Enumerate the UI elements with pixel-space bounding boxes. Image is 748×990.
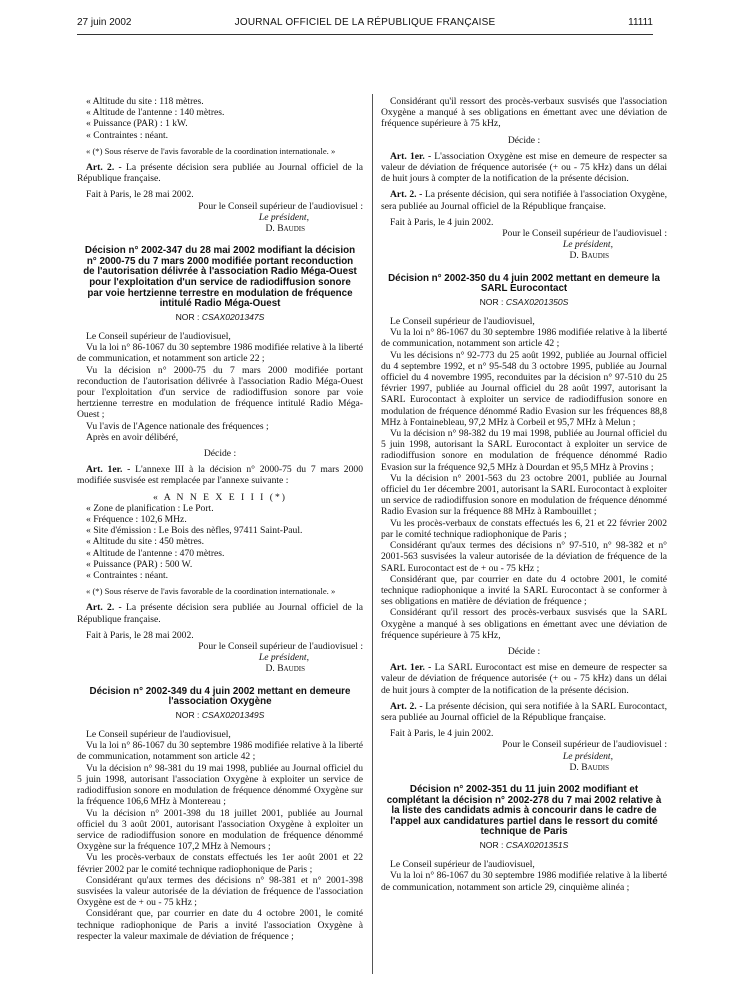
article-label: Art. 2. -	[390, 700, 423, 712]
decision-title: Décision n° 2002-349 du 4 juin 2002 mettant en demeure l'association Oxygène	[89, 685, 351, 708]
decision-title: Décision n° 2002-351 du 11 juin 2002 modifiant et complétant la décision n° 2002-278 du 7 mai 2002 relative à la liste des candidats admis à concourir dans le cadre de l'appel aux candidatures partiel dans le ressort du comité technique de Paris	[386, 783, 662, 838]
list-item: « Site d'émission : Le Bois des nèfles, 97411 Saint-Paul.	[86, 525, 303, 537]
nor-label: NOR :	[175, 709, 202, 720]
nor-label: NOR :	[479, 839, 506, 850]
signature-title: Le président,	[258, 652, 309, 664]
decision-title: Décision n° 2002-347 du 28 mai 2002 modifiant la décision n° 2000-75 du 7 mars 2000 modifiée portant reconduction de l'autorisation délivrée à l'association Radio Méga-Ouest pour l'exploitation d'un service de radiodiffusion sonore par voie hertzienne terrestre en modulation de fréquence intitulé Radio Méga-Ouest	[83, 245, 357, 310]
paragraph: Considérant qu'aux termes des décisions n° 98-381 et n° 2001-398 susvisées la valeur autorisée de la déviation de fréquence de l'association Oxygène est de + ou - 75 kHz ;	[77, 874, 363, 909]
paragraph: Considérant qu'aux termes des décisions n° 97-510, n° 98-382 et n° 2001-563 susvisées la valeur autorisée de la déviation de fréquence de la SARL Eurocontact est de + ou - 75 kHz ;	[381, 540, 667, 574]
signature-title: Le président,	[258, 211, 309, 223]
article-label: Art. 2. -	[86, 162, 122, 174]
paragraph: Considérant qu'il ressort des procès-verbaux susvisés que l'association Oxygène a manqué à ses obligations en émettant avec une déviation de fréquence supérieure à 75 kHz,	[381, 96, 667, 130]
signature-for: Pour le Conseil supérieur de l'audiovisuel :	[198, 200, 363, 212]
page-header	[77, 17, 653, 31]
paragraph: Vu la décision n° 2001-398 du 18 juillet 2001, publiée au Journal officiel du 3 août 2001, autorisant l'association Oxygène à exploiter un service de radiodiffusion sonore en modulation de fréquence dénommé Oxygène sur la fréquence 107,2 MHz à Nemours ;	[77, 807, 363, 853]
paragraph: Considérant que, par courrier en date du 4 octobre 2001, le comité technique radiophonique de Paris a invité l'association Oxygène à respecter la valeur maximale de déviation de fréquence ;	[77, 908, 363, 942]
signature-date: Fait à Paris, le 4 juin 2002.	[390, 728, 494, 740]
nor-label: NOR :	[175, 311, 202, 322]
article-text: La SARL Eurocontact est mise en demeure de respecter sa valeur de déviation de fréquence autorisée (+ ou - 75 kHz) dans un délai de huit jours à compter de la notification de la présente décision.	[381, 662, 667, 696]
article-label: Art. 1er. -	[390, 150, 432, 162]
paragraph: Vu les procès-verbaux de constats effectués les 1er août 2001 et 22 février 2002 par le comité technique radiophonique de Paris ;	[77, 852, 363, 875]
nor-code: CSAX0201351S	[505, 839, 569, 850]
column-divider	[372, 94, 373, 974]
paragraph: Considérant que, par courrier en date du 4 octobre 2001, le comité technique radiophonique a invité la SARL Eurocontact à se conformer à ses obligations en matière de déviation de fréquence ;	[381, 573, 667, 608]
paragraph: Le Conseil supérieur de l'audiovisuel,	[86, 729, 231, 741]
decide-heading: Décide :	[203, 448, 237, 460]
left-column	[77, 96, 363, 942]
signature-for: Pour le Conseil supérieur de l'audiovisuel :	[198, 641, 363, 653]
annex-heading: « A N N E X E I I I (*)	[153, 491, 287, 503]
article-label: Art. 1er. -	[86, 464, 131, 476]
page-number: 11111	[628, 17, 653, 28]
signature-for: Pour le Conseil supérieur de l'audiovisuel :	[502, 739, 667, 751]
paragraph: Vu la décision n° 2001-563 du 23 octobre 2001, publiée au Journal officiel du 1er décembre 2001, autorisant la SARL Eurocontact à exploiter un service de radiodiffusion sonore en modulation de fréquence dénommé Radio Evasion sur la fréquence 88 MHz à Rambouillet ;	[381, 472, 667, 518]
paragraph: Le Conseil supérieur de l'audiovisuel,	[86, 331, 231, 342]
list-item: « Altitude du site : 450 mètres.	[86, 536, 205, 548]
list-item: « Altitude de l'antenne : 470 mètres.	[86, 547, 225, 559]
article-text: La présente décision, qui sera notifiée à l'association Oxygène, sera publiée au Journal officiel de la République française.	[381, 189, 668, 212]
article-text: La présente décision, qui sera notifiée à la SARL Eurocontact, sera publiée au Journal officiel de la République française.	[381, 700, 668, 723]
paragraph: Vu la décision n° 98-381 du 19 mai 1998, publiée au Journal officiel du 5 juin 1998, autorisant l'association Oxygène à exploiter un service de radiodiffusion sonore en modulation de fréquence dénommé Oxygène sur la fréquence 106,6 MHz à Montereau ;	[77, 762, 363, 808]
signature-name: D. Baudis	[569, 761, 609, 773]
paragraph: Vu la loi n° 86-1067 du 30 septembre 1986 modifiée relative à la liberté de communication, notamment son article 42 ;	[77, 740, 363, 763]
paragraph: Le Conseil supérieur de l'audiovisuel,	[390, 316, 535, 328]
list-item: « Contraintes : néant.	[86, 570, 169, 582]
paragraph: Vu la loi n° 86-1067 du 30 septembre 1986 modifiée relative à la liberté de communication, et notamment son article 22 ;	[77, 342, 363, 365]
signature-date: Fait à Paris, le 4 juin 2002.	[390, 216, 494, 228]
signature-date: Fait à Paris, le 28 mai 2002.	[86, 629, 194, 641]
decide-heading: Décide :	[507, 645, 541, 657]
paragraph: Vu les décisions n° 92-773 du 25 août 1992, publiée au Journal officiel du 4 septembre 1992, et n° 95-548 du 3 octobre 1995, publiée au Journal officiel du 4 novembre 1995, reconduites par la décision n° 97-510 du 25 février 1997, publiée au Journal officiel du 28 août 1997, autorisant la SARL Eurocontact à exploiter un service de radiodiffusion sonore en modulation de fréquence dénommé Radio Evasion sur les fréquences 88,8 MHz à Fontainebleau, 97,2 MHz à Corbeil et 95,7 MHz à Melun ;	[381, 349, 667, 428]
signature-name: D. Baudis	[569, 250, 609, 262]
paragraph: Le Conseil supérieur de l'audiovisuel,	[390, 859, 535, 871]
article-2	[77, 602, 363, 624]
signature-date: Fait à Paris, le 28 mai 2002.	[86, 189, 194, 201]
article-text: L'annexe III à la décision n° 2000-75 du 7 mars 2000 modifiée susvisée est remplacée par l'annexe suivante :	[77, 464, 363, 487]
nor-label: NOR :	[479, 296, 506, 307]
list-item: « Altitude du site : 118 mètres.	[86, 96, 204, 107]
article-text: La présente décision sera publiée au Journal officiel de la République française.	[77, 602, 363, 625]
article-1	[381, 662, 667, 696]
paragraph: Vu les procès-verbaux de constats effectués les 6, 21 et 22 février 2002 par le comité technique radiophonique de Paris ;	[381, 517, 667, 540]
signature-name: D. Baudis	[265, 663, 305, 675]
list-item: « Fréquence : 102,6 MHz.	[86, 514, 187, 526]
header-rule	[77, 34, 653, 35]
list-item: « Zone de planification : Le Port.	[86, 502, 214, 514]
article-2	[381, 701, 667, 723]
journal-title: JOURNAL OFFICIEL DE LA RÉPUBLIQUE FRANÇAISE	[234, 17, 496, 28]
signature-title: Le président,	[562, 239, 613, 251]
article-1	[77, 464, 363, 486]
list-item: « Puissance (PAR) : 1 kW.	[86, 118, 188, 130]
nor-reference	[77, 312, 363, 323]
article-1	[381, 151, 667, 185]
article-text: L'association Oxygène est mise en demeure de respecter sa valeur de déviation de fréquence autorisée (+ ou - 75 kHz) dans un délai de huit jours à compter de la notification de la présente décision.	[381, 150, 667, 185]
list-item: « Puissance (PAR) : 500 W.	[86, 558, 193, 570]
decision-title: Décision n° 2002-350 du 4 juin 2002 mettant en demeure la SARL Eurocontact	[388, 272, 660, 295]
article-label: Art. 1er. -	[390, 662, 432, 674]
article-2	[381, 189, 667, 211]
nor-reference	[77, 710, 363, 721]
footnote: « (*) Sous réserve de l'avis favorable de la coordination internationale. »	[86, 145, 336, 156]
paragraph: Considérant qu'il ressort des procès-verbaux susvisés que la SARL Oxygène a manqué à ses obligations en émettant avec une déviation de fréquence supérieure à 75 kHz,	[381, 607, 667, 641]
signature-for: Pour le Conseil supérieur de l'audiovisuel :	[502, 228, 667, 240]
footnote: « (*) Sous réserve de l'avis favorable de la coordination internationale. »	[86, 586, 336, 597]
list-item: « Altitude de l'antenne : 140 mètres.	[86, 107, 225, 119]
nor-code: CSAX0201349S	[201, 709, 265, 720]
list-item: « Contraintes : néant.	[86, 129, 169, 141]
paragraph: Vu l'avis de l'Agence nationale des fréquences ;	[86, 420, 269, 432]
header-date: 27 juin 2002	[77, 17, 132, 28]
paragraph: Vu la décision n° 98-382 du 19 mai 1998, publiée au Journal officiel du 5 juin 1998, autorisant la SARL Eurocontact à exploiter un service de radiodiffusion sonore en modulation de fréquence dénommé Radio Evasion sur la fréquence 92,5 MHz à Dourdan et 95,5 MHz à Provins ;	[381, 428, 667, 473]
right-column	[381, 96, 667, 893]
paragraph: Vu la loi n° 86-1067 du 30 septembre 1986 modifiée relative à la liberté de communication, notamment son article 29, cinquième alinéa ;	[381, 870, 667, 893]
signature-title: Le président,	[562, 750, 613, 762]
paragraph: Après en avoir délibéré,	[86, 431, 179, 443]
nor-code: CSAX0201347S	[201, 311, 265, 322]
article-2	[77, 162, 363, 184]
article-label: Art. 2. -	[390, 189, 423, 201]
nor-reference	[381, 840, 667, 851]
article-text: La présente décision sera publiée au Journal officiel de la République française.	[77, 162, 363, 185]
nor-reference	[381, 297, 667, 308]
decide-heading: Décide :	[507, 134, 541, 146]
nor-code: CSAX0201350S	[505, 296, 569, 307]
paragraph: Vu la loi n° 86-1067 du 30 septembre 1986 modifiée relative à la liberté de communication, notamment son article 42 ;	[381, 327, 667, 350]
signature-name: D. Baudis	[265, 223, 305, 235]
article-label: Art. 2. -	[86, 602, 122, 614]
paragraph: Vu la décision n° 2000-75 du 7 mars 2000 modifiée portant reconduction de l'autorisation délivrée à l'association Radio Méga-Ouest pour l'exploitation d'un service de radiodiffusion sonore par voie hertzienne terrestre en modulation de fréquence intitulé Radio Méga-Ouest ;	[77, 364, 363, 421]
